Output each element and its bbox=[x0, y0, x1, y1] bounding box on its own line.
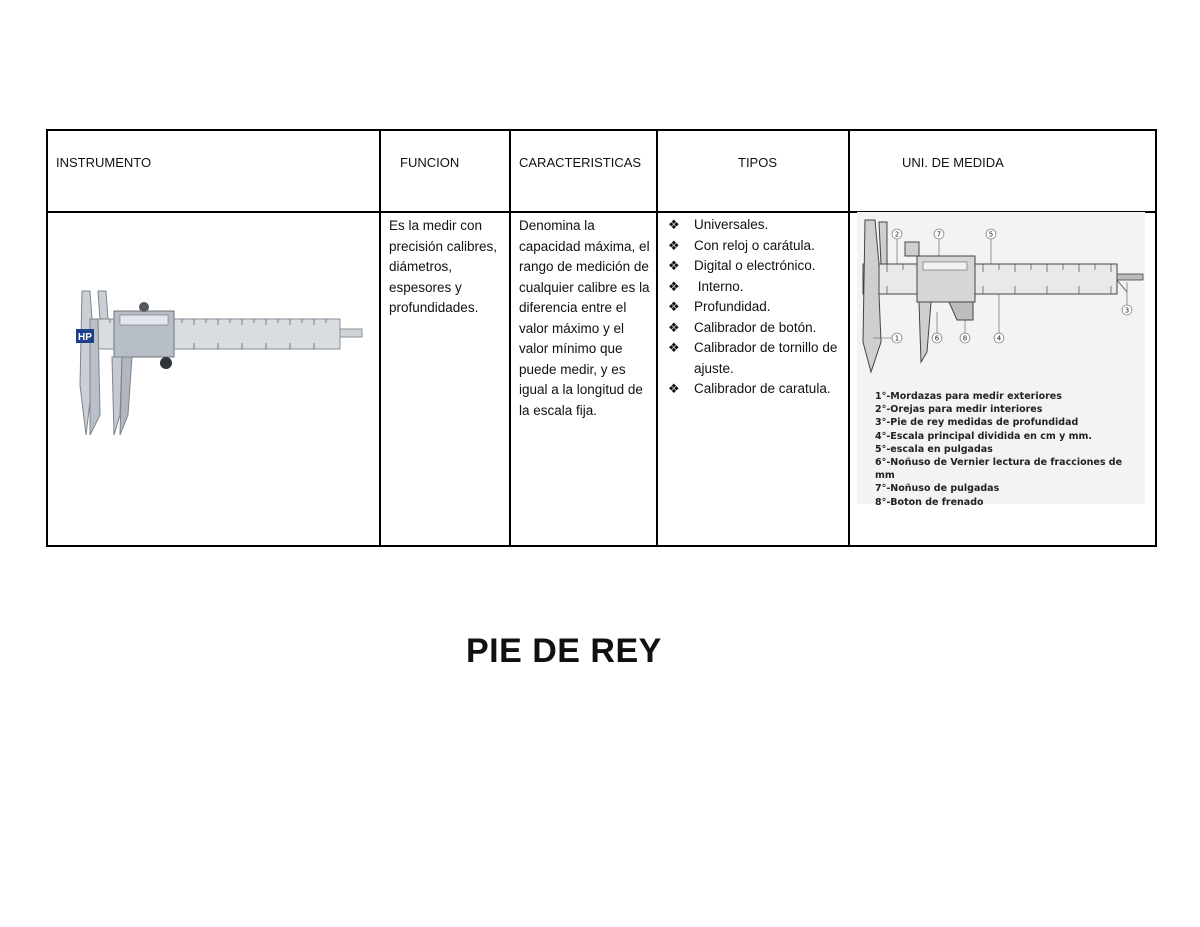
legend-item: 6°-Noñuso de Vernier lectura de fracciones de mm bbox=[875, 457, 1123, 482]
callout-label: 5 bbox=[988, 230, 994, 239]
callout-label: 4 bbox=[996, 334, 1002, 343]
list-item bbox=[668, 379, 848, 400]
tipos-list bbox=[658, 213, 848, 400]
legend-item: 2°-Orejas para medir interiores bbox=[875, 404, 1043, 416]
caracteristicas-cell bbox=[510, 212, 657, 546]
diamond-bullet-icon: ❖ bbox=[668, 217, 680, 232]
diamond-bullet-icon: ❖ bbox=[668, 381, 680, 396]
tipo-label: Profundidad. bbox=[694, 299, 771, 314]
header-unidad-label: UNI. DE MEDIDA bbox=[902, 155, 1004, 170]
tipo-label: Calibrador de tornillo de ajuste. bbox=[694, 340, 838, 376]
tipo-label: Interno. bbox=[694, 278, 744, 294]
caliper-diagram-drawing bbox=[857, 212, 1145, 387]
tipo-label: Calibrador de botón. bbox=[694, 319, 817, 335]
caliper-image bbox=[68, 285, 368, 445]
header-tipos bbox=[657, 130, 849, 212]
diamond-bullet-icon: ❖ bbox=[668, 278, 680, 294]
legend-item: 1°-Mordazas para medir exteriores bbox=[875, 391, 1062, 402]
header-funcion bbox=[380, 130, 510, 212]
diamond-bullet-icon: ❖ bbox=[668, 319, 680, 335]
tipo-label: Digital o electrónico. bbox=[694, 258, 816, 273]
page-title: PIE DE REY bbox=[466, 632, 662, 670]
header-instrumento-label: INSTRUMENTO bbox=[56, 155, 152, 170]
instrument-cell bbox=[47, 212, 380, 546]
callout-label: 3 bbox=[1124, 306, 1130, 315]
callout-label: 1 bbox=[894, 334, 900, 343]
list-item bbox=[668, 297, 848, 318]
diamond-bullet-icon: ❖ bbox=[668, 340, 680, 355]
header-tipos-label: TIPOS bbox=[738, 155, 778, 170]
header-caracteristicas-label: CARACTERISTICAS bbox=[519, 155, 642, 170]
list-item bbox=[668, 318, 848, 339]
header-unidad bbox=[849, 130, 1156, 212]
legend-item: 3°-Pie de rey medidas de profundidad bbox=[875, 417, 1079, 429]
callout-label: 7 bbox=[936, 230, 942, 239]
table-header-row bbox=[47, 130, 1156, 212]
funcion-cell bbox=[380, 212, 510, 546]
diamond-bullet-icon: ❖ bbox=[668, 299, 680, 314]
legend-item: 5°-escala en pulgadas bbox=[875, 443, 993, 455]
list-item bbox=[668, 236, 848, 257]
callout-label: 6 bbox=[934, 334, 940, 343]
list-item bbox=[668, 338, 848, 379]
tipos-cell bbox=[657, 212, 849, 546]
callout-label: 2 bbox=[894, 230, 900, 239]
list-item bbox=[668, 277, 848, 298]
diagram-legend bbox=[875, 390, 1145, 509]
header-funcion-label: FUNCION bbox=[400, 155, 460, 170]
tipo-label: Con reloj o carátula. bbox=[694, 237, 815, 253]
tipo-label: Calibrador de caratula. bbox=[694, 381, 831, 396]
header-caracteristicas bbox=[510, 130, 657, 212]
list-item bbox=[668, 215, 848, 236]
funcion-text: Es la medir con precisión calibres, diámetros, espesores y profundidades. bbox=[389, 218, 498, 315]
caliper-logo-text: HP bbox=[78, 332, 92, 343]
legend-item: 4°-Escala principal dividida en cm y mm. bbox=[875, 430, 1092, 442]
diamond-bullet-icon: ❖ bbox=[668, 258, 680, 273]
diamond-bullet-icon: ❖ bbox=[668, 237, 680, 253]
legend-item: 8°-Boton de frenado bbox=[875, 496, 984, 508]
header-instrumento bbox=[47, 130, 380, 212]
tipo-label: Universales. bbox=[694, 217, 769, 232]
list-item bbox=[668, 256, 848, 277]
caliper-diagram bbox=[857, 212, 1145, 508]
caracteristicas-text: Denomina la capacidad máxima, el rango de medición de cualquier calibre es la diferencia entre el valor máximo y el valor mínimo que puede medir, y es igual a la longitud de la escala fija. bbox=[519, 218, 650, 418]
legend-item: 7°-Noñuso de pulgadas bbox=[875, 483, 1000, 495]
callout-label: 8 bbox=[962, 334, 968, 343]
